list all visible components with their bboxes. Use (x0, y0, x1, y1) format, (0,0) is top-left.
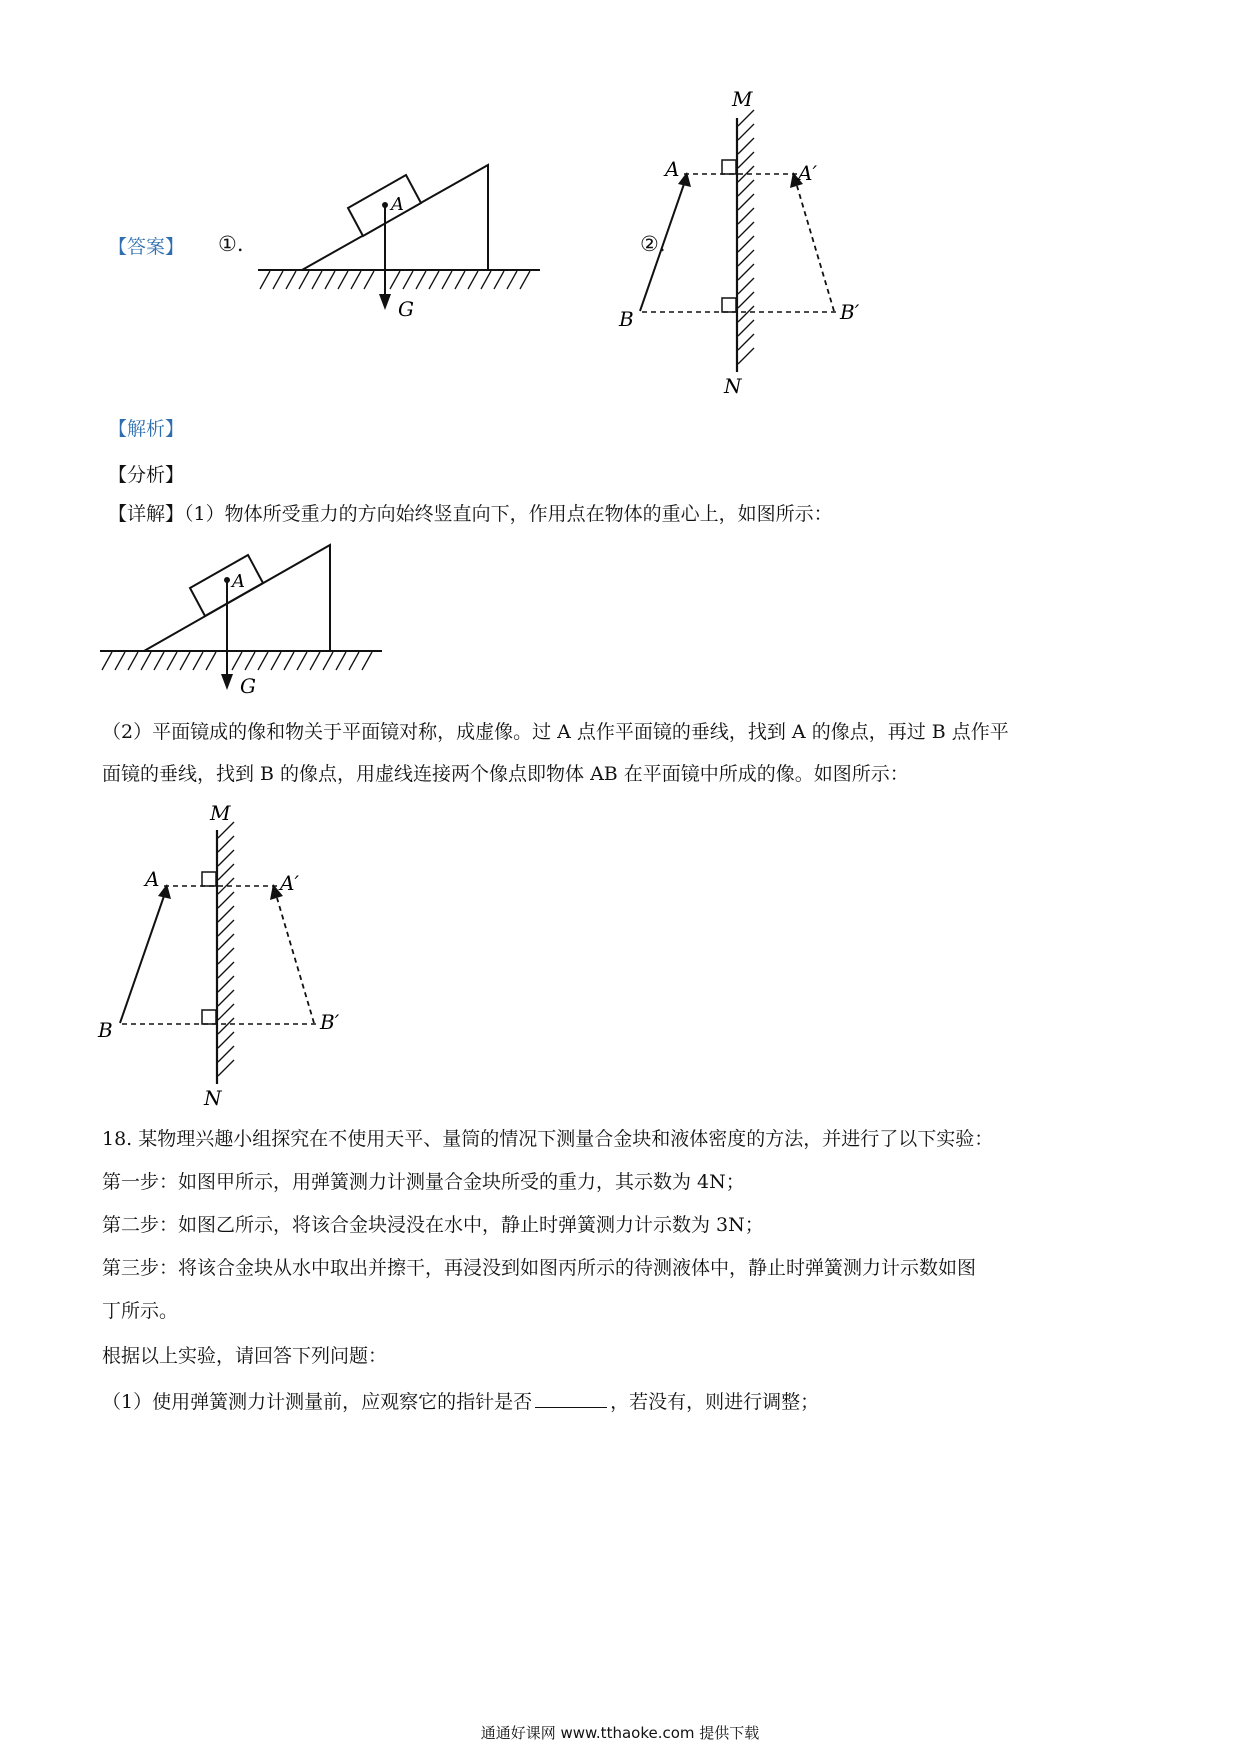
question-1-after: ，若没有，则进行调整； (610, 1391, 820, 1413)
question-intro: 18. 某物理兴趣小组探究在不使用天平、量筒的情况下测量合金块和液体密度的方法，并进行了以下实验： (102, 1128, 994, 1150)
label-A: A (391, 194, 404, 215)
label-N: N (204, 1086, 222, 1110)
question-step-2: 第二步：如图乙所示，将该合金块浸没在水中，静止时弹簧测力计示数为 3N； (102, 1214, 764, 1236)
detail-para2-line-1: （2）平面镜成的像和物关于平面镜对称，成虚像。过 A 点作平面镜的垂线，找到 A 的像点，再过 B 点作平 (102, 721, 1009, 743)
label-A: A (145, 867, 160, 891)
label-B: B (619, 307, 634, 331)
analysis-tag: 【解析】 (108, 418, 185, 440)
answer-blank[interactable] (535, 1387, 607, 1408)
question-step-1: 第一步：如图甲所示，用弹簧测力计测量合金块所受的重力，其示数为 4N； (102, 1171, 745, 1193)
detail-tag: 【详解】 (108, 503, 185, 525)
answer-item-1-label: ①. (218, 232, 244, 256)
label-B-prime: B′ (840, 300, 860, 324)
label-N: N (724, 374, 742, 398)
label-A: A (665, 157, 680, 181)
label-B-prime: B′ (320, 1010, 340, 1034)
footer-text: 通通好课网 www.tthaoke.com 提供下载 (480, 1724, 760, 1742)
incline-gravity-figure-2 (100, 540, 400, 710)
label-A-prime: A′ (798, 161, 817, 185)
label-G: G (240, 674, 256, 698)
label-B: B (98, 1018, 113, 1042)
question-prompt: 根据以上实验，请回答下列问题： (102, 1345, 388, 1367)
label-A-prime: A′ (280, 871, 299, 895)
detail-line-1 (108, 500, 833, 528)
question-1 (102, 1387, 819, 1416)
answer-item-2-label: ②. (640, 232, 666, 256)
label-M: M (210, 801, 231, 825)
label-G: G (398, 297, 414, 321)
question-step-3-line-2: 丁所示。 (102, 1300, 179, 1322)
label-A: A (232, 571, 245, 592)
fenxi-tag: 【分析】 (108, 464, 185, 486)
question-step-3-line-1: 第三步：将该合金块从水中取出并擦干，再浸没到如图丙所示的待测液体中，静止时弹簧测力计示数如图 (102, 1257, 977, 1279)
mirror-image-figure-1 (619, 87, 900, 403)
answer-tag: 【答案】 (108, 236, 185, 258)
detail-para2-line-2: 面镜的垂线，找到 B 的像点，用虚线连接两个像点即物体 AB 在平面镜中所成的像。如图所示： (102, 763, 909, 785)
question-1-before: （1）使用弹簧测力计测量前，应观察它的指针是否 (102, 1391, 533, 1413)
mirror-image-figure-2 (98, 800, 380, 1115)
incline-gravity-figure-1 (258, 158, 548, 328)
detail-text: （1）物体所受重力的方向始终竖直向下，作用点在物体的重心上，如图所示： (184, 503, 833, 525)
label-M: M (732, 87, 753, 111)
